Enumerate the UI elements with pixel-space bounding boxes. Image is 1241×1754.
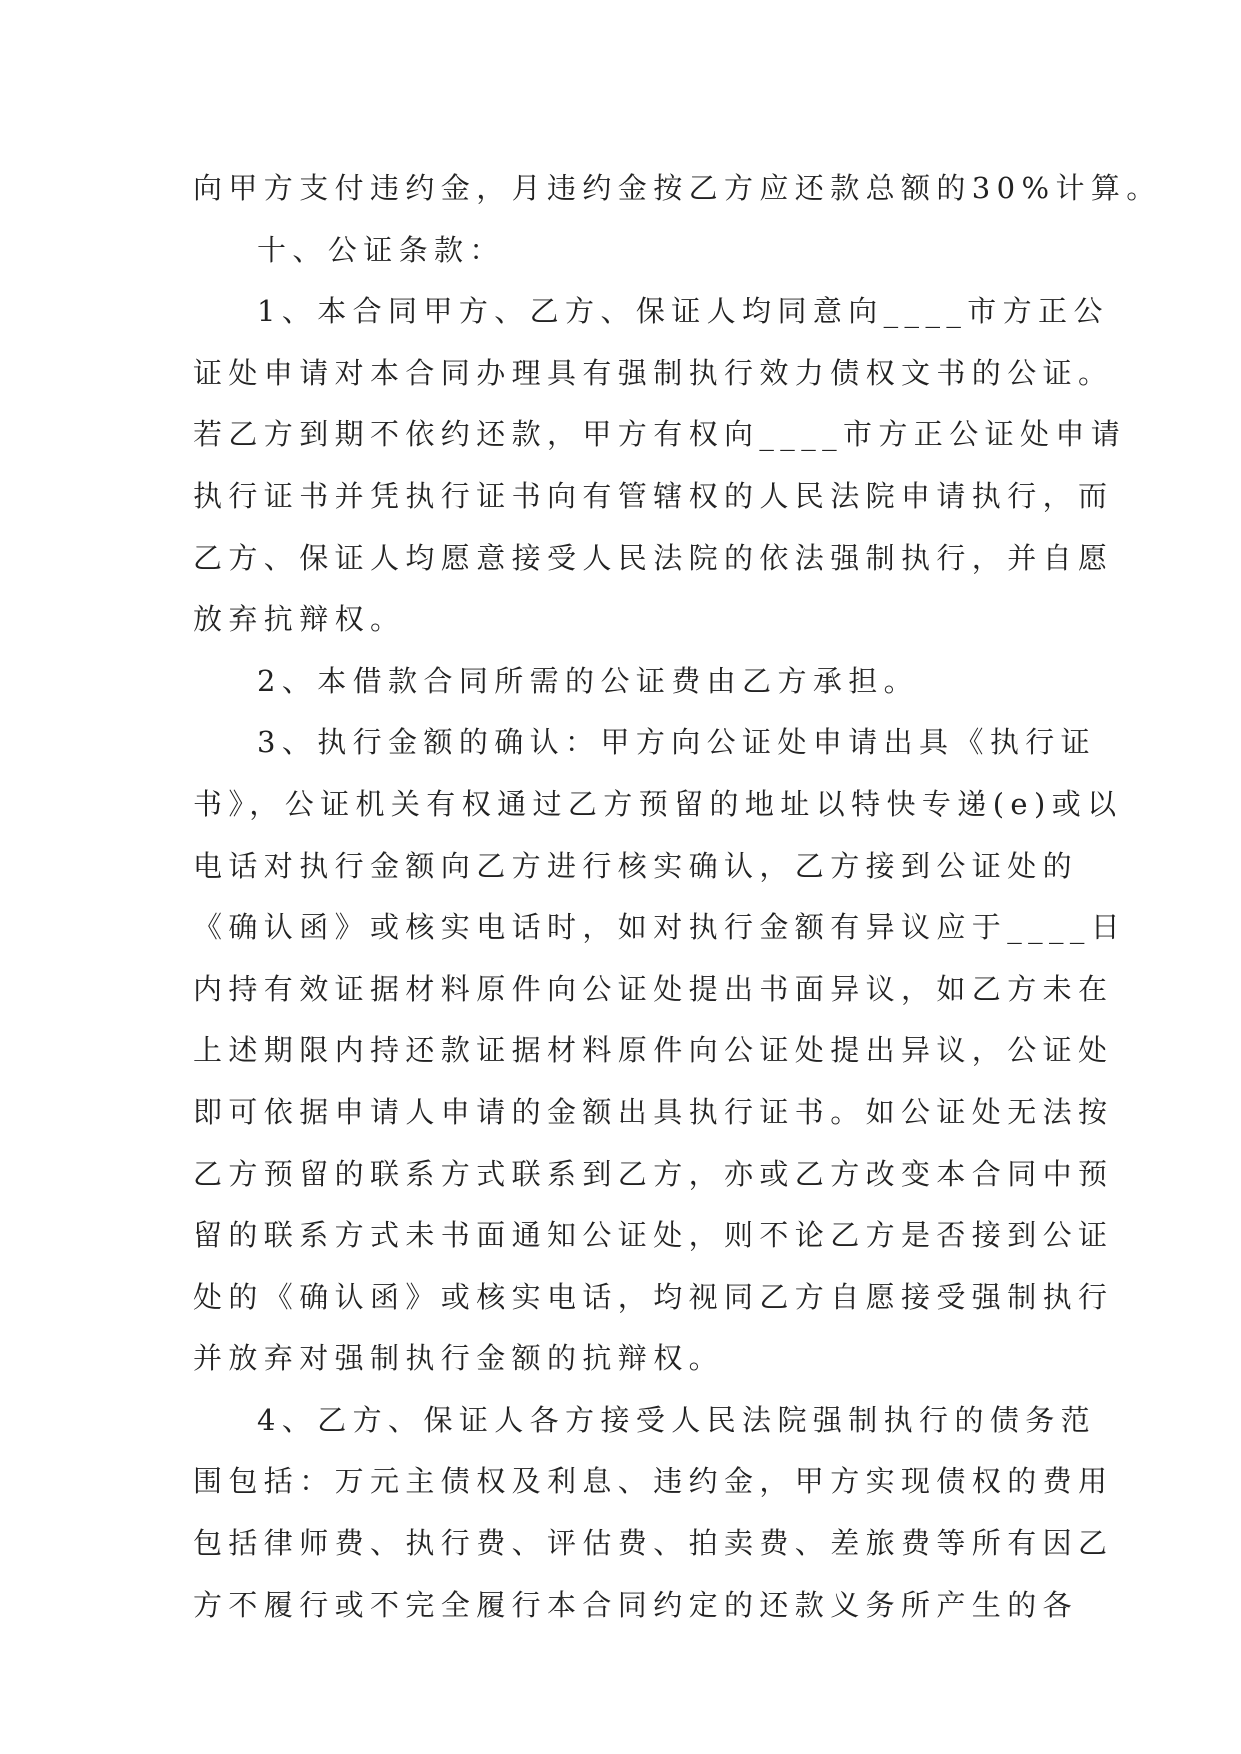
text-line: 1、本合同甲方、乙方、保证人均同意向____市方正公 [257, 294, 1109, 329]
text-line: 证处申请对本合同办理具有强制执行效力债权文书的公证。 [193, 355, 1114, 390]
text-line: 《确认函》或核实电话时，如对执行金额有异议应于____日 [193, 910, 1127, 945]
text-line: 处的《确认函》或核实电话，均视同乙方自愿接受强制执行 [193, 1279, 1114, 1314]
text-line: 围包括：万元主债权及利息、违约金，甲方实现债权的费用 [193, 1464, 1114, 1499]
text-line: 2、本借款合同所需的公证费由乙方承担。 [257, 663, 920, 698]
text-line: 留的联系方式未书面通知公证处，则不论乙方是否接到公证 [193, 1218, 1114, 1253]
text-line: 并放弃对强制执行金额的抗辩权。 [193, 1341, 725, 1376]
text-line: 方不履行或不完全履行本合同约定的还款义务所产生的各 [193, 1587, 1079, 1622]
text-line: 乙方、保证人均愿意接受人民法院的依法强制执行，并自愿 [193, 540, 1114, 575]
document-body [193, 158, 1162, 1636]
text-line: 3、执行金额的确认：甲方向公证处申请出具《执行证 [257, 725, 1097, 760]
text-line: 若乙方到期不依约还款，甲方有权向____市方正公证处申请 [193, 417, 1127, 452]
text-line: 即可依据申请人申请的金额出具执行证书。如公证处无法按 [193, 1094, 1114, 1129]
text-line: 包括律师费、执行费、评估费、拍卖费、差旅费等所有因乙 [193, 1526, 1114, 1561]
text-line: 书》，公证机关有权通过乙方预留的地址以特快专递(e)或以 [193, 786, 1123, 821]
text-line: 4、乙方、保证人各方接受人民法院强制执行的债务范 [257, 1402, 1097, 1437]
text-line: 电话对执行金额向乙方进行核实确认，乙方接到公证处的 [193, 848, 1079, 883]
section-heading: 十、公证条款： [257, 232, 505, 267]
text-line: 放弃抗辩权。 [193, 602, 406, 637]
text-line: 向甲方支付违约金，月违约金按乙方应还款总额的30%计算。 [193, 171, 1162, 205]
text-line: 内持有效证据材料原件向公证处提出书面异议，如乙方未在 [193, 971, 1114, 1006]
text-line: 执行证书并凭执行证书向有管辖权的人民法院申请执行，而 [193, 478, 1114, 513]
text-line: 乙方预留的联系方式联系到乙方，亦或乙方改变本合同中预 [193, 1156, 1114, 1191]
text-line: 上述期限内持还款证据材料原件向公证处提出异议，公证处 [193, 1033, 1114, 1068]
